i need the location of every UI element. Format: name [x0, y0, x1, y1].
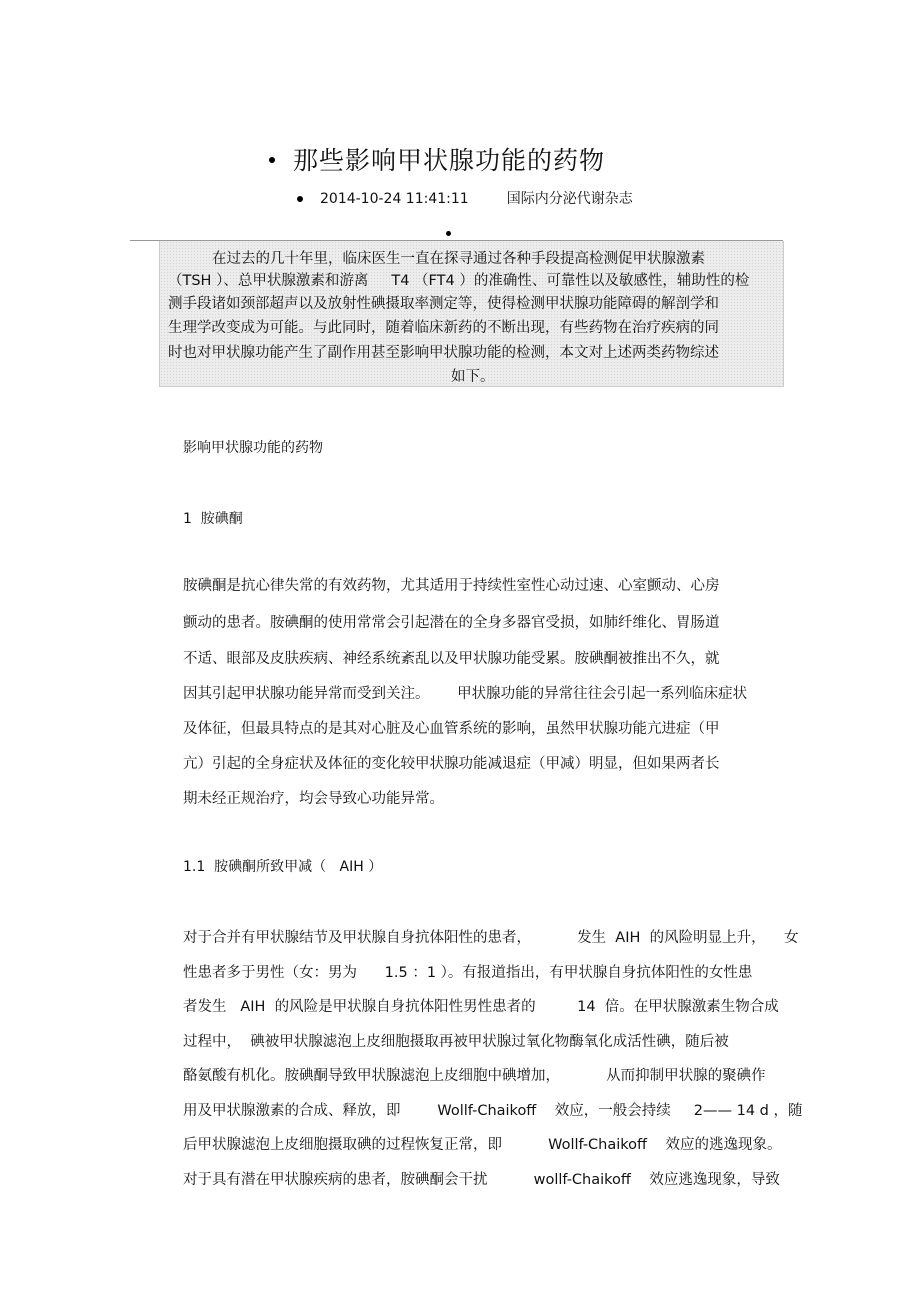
empty-bullet-icon: [446, 231, 451, 236]
paragraph-line: 者发生 AIH 的风险是甲状腺自身抗体阳性男性患者的 14 倍。在甲状腺激素生物合成: [183, 999, 779, 1015]
article-meta: [320, 188, 633, 208]
abstract-box: [159, 241, 784, 387]
paragraph-line: 不适、眼部及皮肤疾病、神经系统紊乱以及甲状腺功能受累。胺碘酮被推出不久，就: [183, 651, 720, 667]
paragraph-line: 及体征，但最具特点的是其对心脏及心血管系统的影响，虽然甲状腺功能亢进症（甲: [183, 721, 720, 737]
paragraph-line: 对于具有潜在甲状腺疾病的患者，胺碘酮会干扰 wollf-Chaikoff 效应逃逸现象，导致: [183, 1172, 780, 1188]
paragraph-line: 后甲状腺滤泡上皮细胞摄取碘的过程恢复正常，即 Wollf-Chaikoff 效应的逃逸现象。: [183, 1137, 782, 1153]
abstract-line: （TSH ）、总甲状腺激素和游离 T4 （FT4 ）的准确性、可靠性以及敏感性，辅助性的检: [168, 273, 750, 289]
meta-bullet-icon: [297, 196, 303, 202]
abstract-line: 如下。: [451, 369, 495, 385]
paragraph-line: 期未经正规治疗，均会导致心功能异常。: [183, 791, 444, 807]
paragraph-line: 颤动的患者。胺碘酮的使用常常会引起潜在的全身多器官受损，如肺纤维化、胃肠道: [183, 615, 720, 631]
paragraph-line: 性患者多于男性（女：男为 1.5 ：1 ）。有报道指出，有甲状腺自身抗体阳性的女性患: [183, 965, 753, 981]
abstract-line: 时也对甲状腺功能产生了副作用甚至影响甲状腺功能的检测，本文对上述两类药物综述: [168, 345, 719, 361]
article-source: 国际内分泌代谢杂志: [506, 191, 633, 207]
article-date: 2014-10-24 11:41:11: [320, 191, 469, 207]
abstract-line: 生理学改变成为可能。与此同时，随着临床新药的不断出现，有些药物在治疗疾病的同: [168, 320, 719, 336]
section-heading: 影响甲状腺功能的药物: [183, 440, 323, 456]
paragraph-line: 酪氨酸有机化。胺碘酮导致甲状腺滤泡上皮细胞中碘增加， 从而抑制甲状腺的聚碘作: [183, 1068, 766, 1084]
article-title: 那些影响甲状腺功能的药物: [293, 146, 606, 175]
paragraph-line: 对于合并有甲状腺结节及甲状腺自身抗体阳性的患者， 发生 AIH 的风险明显上升， 女: [183, 930, 799, 946]
abstract-line: 测手段诸如颈部超声以及放射性碘摄取率测定等，使得检测甲状腺功能障碍的解剖学和: [168, 296, 719, 312]
paragraph-line: 亢）引起的全身症状及体征的变化较甲状腺功能减退症（甲减）明显，但如果两者长: [183, 756, 720, 772]
title-bullet-icon: [269, 157, 275, 163]
abstract-line: 在过去的几十年里，临床医生一直在探寻通过各种手段提高检测促甲状腺激素: [212, 251, 705, 267]
paragraph-line: 用及甲状腺激素的合成、释放，即 Wollf-Chaikoff 效应，一般会持续 2—— 14 d ，随: [183, 1103, 803, 1119]
subsection-heading: 1.1 胺碘酮所致甲减（ AIH ）: [183, 859, 383, 875]
paragraph-line: 胺碘酮是抗心律失常的有效药物，尤其适用于持续性室性心动过速、心室颤动、心房: [183, 578, 720, 594]
subsection-heading: 1 胺碘酮: [183, 511, 243, 527]
paragraph-line: 因其引起甲状腺功能异常而受到关注。 甲状腺功能的异常往往会引起一系列临床症状: [183, 686, 748, 702]
paragraph-line: 过程中， 碘被甲状腺滤泡上皮细胞摄取再被甲状腺过氧化物酶氧化成活性碘，随后被: [183, 1034, 729, 1050]
